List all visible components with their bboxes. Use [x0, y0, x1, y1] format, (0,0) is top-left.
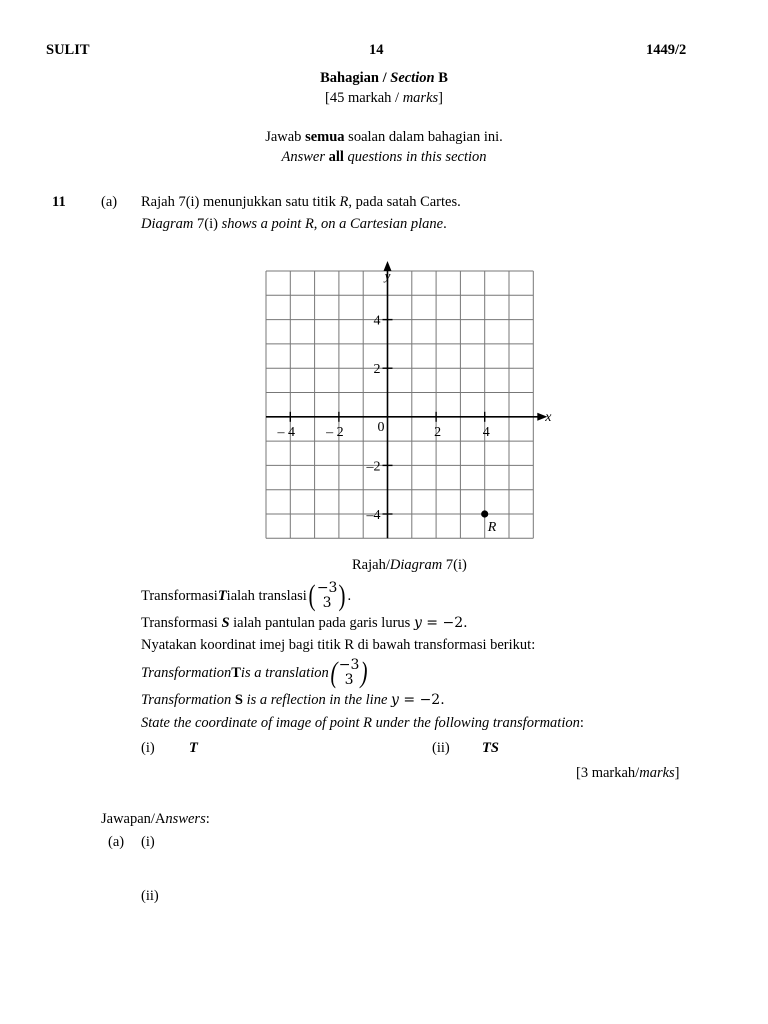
translation-vector: ( −3 3 ) — [308, 579, 346, 612]
tick-labels — [277, 268, 553, 523]
answer-i-label: (i) — [141, 834, 155, 850]
question-line-en: Diagram 7(i) shows a point R, on a Cartesian plane. — [141, 216, 447, 232]
header-left: SULIT — [46, 42, 90, 58]
header-right: 1449/2 — [646, 42, 687, 58]
section-title: Bahagian / Section B — [320, 70, 448, 86]
y-tick-label: –4 — [366, 508, 381, 523]
state-instruction-en: State the coordinate of image of point R under the following transformation: — [141, 715, 584, 731]
point-r-label: R — [487, 520, 497, 535]
question-part: (a) — [101, 194, 118, 210]
subpart-i-label: (i) — [141, 740, 155, 756]
subpart-ii-label: (ii) — [432, 740, 450, 756]
x-tick-label: 2 — [434, 424, 442, 440]
origin-label: 0 — [377, 419, 385, 435]
instruction-ms: Jawab semua soalan dalam bahagian ini. — [265, 129, 503, 145]
x-axis-label: x — [545, 409, 552, 425]
answer-ii-label: (ii) — [141, 888, 159, 904]
state-instruction-ms: Nyatakan koordinat imej bagi titik R di bawah transformasi berikut: — [141, 637, 536, 653]
marks-allocation: [3 markah/marks] — [576, 765, 680, 781]
question-line-ms: Rajah 7(i) menunjukkan satu titik R, pada satah Cartes. — [141, 194, 461, 210]
x-tick-label: – 2 — [326, 424, 344, 440]
grid-lines — [266, 271, 533, 538]
transformation-s-ms: Transformasi S ialah pantulan pada garis lurus y = −2. — [141, 615, 468, 631]
answers-heading: Jawapan/Answers: — [101, 811, 210, 827]
y-tick-label: 4 — [373, 313, 381, 329]
point-r — [481, 510, 488, 517]
subpart-i-value: T — [189, 740, 198, 756]
answer-a-label: (a) — [108, 834, 125, 850]
transformation-t-en: Transformation T is a translation ( −3 3 ) — [141, 656, 368, 689]
transformation-s-en: Transformation S is a reflection in the line y = −2. — [141, 692, 445, 708]
transformation-t-ms: Transformasi T ialah translasi ( −3 3 ) . — [141, 579, 352, 612]
axes — [266, 261, 547, 538]
subpart-ii-value: TS — [482, 740, 499, 756]
x-tick-label: – 4 — [277, 424, 296, 440]
y-tick-label: –2 — [366, 459, 381, 475]
y-axis-label: y — [384, 268, 391, 283]
diagram-caption: Rajah/Diagram 7(i) — [352, 557, 467, 573]
instruction-en: Answer all questions in this section — [281, 149, 487, 165]
y-tick-label: 2 — [373, 362, 381, 378]
section-marks: [45 markah / marks] — [324, 90, 443, 106]
question-number: 11 — [52, 194, 66, 210]
x-tick-label: 4 — [482, 424, 490, 440]
page-number: 14 — [369, 42, 384, 58]
